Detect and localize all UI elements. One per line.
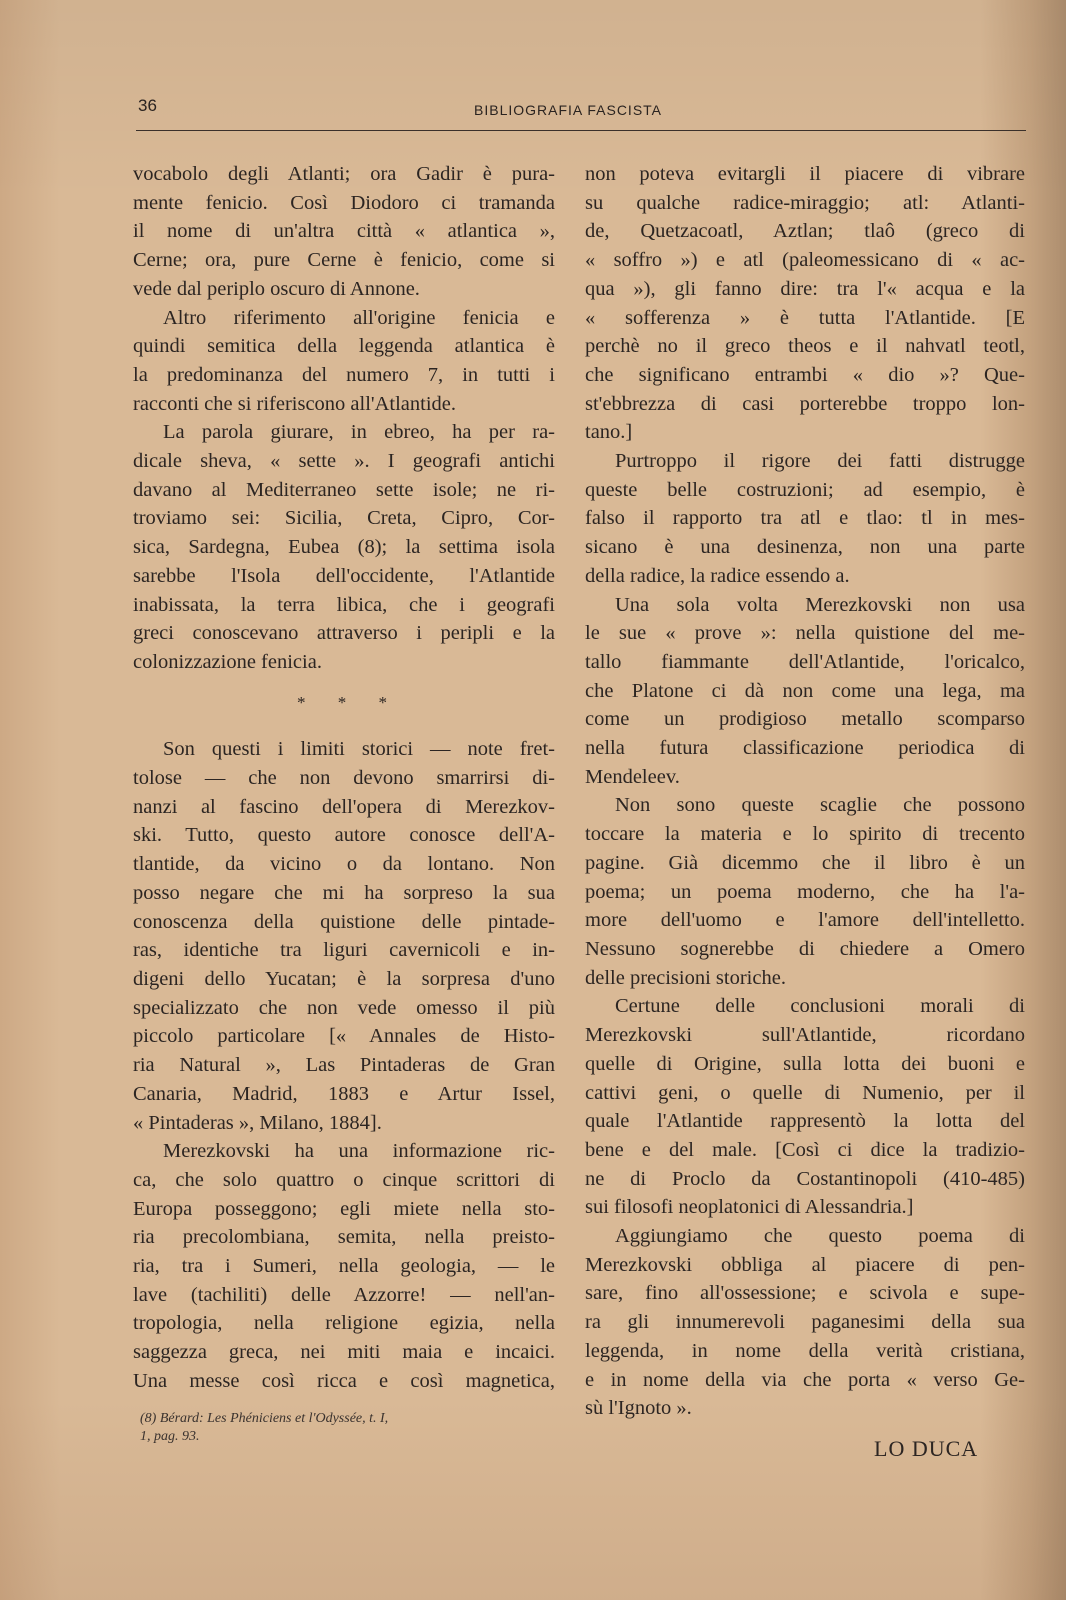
text-line: saggezza greca, nei miti maia e incaici. <box>133 1341 555 1364</box>
text-line: Una messe così ricca e così magnetica, <box>133 1369 555 1392</box>
text-line: toccare la materia e lo spirito di trecento <box>585 823 1025 846</box>
text-line: bene e del male. [Così ci dice la tradizio- <box>585 1138 1025 1161</box>
author-signature: LO DUCA <box>874 1436 979 1461</box>
text-line: poema; un poema moderno, che ha l'a- <box>585 880 1025 903</box>
header-rule <box>136 130 1026 131</box>
text-line: pagine. Già dicemmo che il libro è un <box>585 851 1025 874</box>
text-line: tano.] <box>585 421 633 444</box>
text-line: Non sono queste scaglie che possono <box>615 794 1025 817</box>
text-line: ca, che solo quattro o cinque scrittori di <box>133 1168 555 1191</box>
text-line: tlantide, da vicino o da lontano. Non <box>133 853 555 876</box>
text-line: Son questi i limiti storici — note fret- <box>163 738 555 761</box>
left-column <box>133 160 555 1396</box>
text-line: colonizzazione fenicia. <box>133 650 322 673</box>
text-line: ras, identiche tra liguri cavernicoli e in- <box>133 939 555 962</box>
text-line: perchè no il greco theos e il nahvatl teotl, <box>585 335 1025 358</box>
text-line: nanzi al fascino dell'opera di Merezkov- <box>133 795 555 818</box>
text-line: greci conoscevano attraverso i peripli e la <box>133 622 555 645</box>
text-line: come un prodigioso metallo scomparso <box>585 708 1025 731</box>
text-line: sare, fino all'ossessione; e scivola e supe- <box>585 1282 1025 1305</box>
text-line: Merezkovski ha una informazione ric- <box>163 1140 555 1163</box>
text-line: Merezkovski sull'Atlantide, ricordano <box>585 1024 1025 1047</box>
text-line: racconti che si riferiscono all'Atlantide. <box>133 392 457 415</box>
paragraph <box>585 992 1025 1222</box>
text-line: e in nome della via che porta « verso Ge- <box>585 1368 1025 1391</box>
footnote <box>140 1410 560 1446</box>
right-column <box>585 160 1025 1423</box>
paragraph <box>585 591 1025 792</box>
text-line: che significano entrambi « dio »? Que- <box>585 363 1025 386</box>
text-line: Mendeleev. <box>585 765 680 788</box>
text-line: « sofferenza » è tutta l'Atlantide. [E <box>585 306 1025 329</box>
paragraph <box>133 418 555 676</box>
text-line: lave (tachiliti) delle Azzorre! — nell'an- <box>133 1283 555 1306</box>
page-number: 36 <box>138 96 157 115</box>
footnote-line: (8) Bérard: Les Phéniciens et l'Odyssée, t. I, <box>140 1411 389 1426</box>
text-line: che Platone ci dà non come una lega, ma <box>585 679 1025 702</box>
section-separator: * * * <box>297 692 401 712</box>
text-line: Altro riferimento all'origine fenicia e <box>163 306 555 329</box>
footnote-line: 1, pag. 93. <box>140 1429 200 1444</box>
text-line: sicano è una desinenza, non una parte <box>585 536 1025 559</box>
text-line: su qualche radice-miraggio; atl: Atlanti- <box>585 191 1025 214</box>
text-line: il nome di un'altra città « atlantica », <box>133 220 555 243</box>
text-line: della radice, la radice essendo a. <box>585 564 850 587</box>
paragraph <box>585 1222 1025 1423</box>
text-line: vede dal periplo oscuro di Annone. <box>133 277 420 300</box>
text-line: sù l'Ignoto ». <box>585 1397 692 1420</box>
text-line: inabissata, la terra libica, che i geografi <box>133 593 555 616</box>
paragraph <box>133 1137 555 1395</box>
text-line: dicale sheva, « sette ». I geografi antichi <box>133 450 555 473</box>
paragraph <box>133 735 555 1137</box>
text-line: falso il rapporto tra atl e tlao: tl in mes- <box>585 507 1025 530</box>
text-line: troviamo sei: Sicilia, Creta, Cipro, Cor- <box>133 507 555 530</box>
text-line: de, Quetzacoatl, Aztlan; tlaô (greco di <box>585 220 1025 243</box>
text-line: leggenda, in nome della verità cristiana, <box>585 1339 1025 1362</box>
text-line: Canaria, Madrid, 1883 e Artur Issel, <box>133 1082 555 1105</box>
text-line: qua »), gli fanno dire: tra l'« acqua e la <box>585 277 1025 300</box>
text-line: ski. Tutto, questo autore conosce dell'A- <box>133 824 555 847</box>
text-line: non poteva evitargli il piacere di vibrare <box>585 163 1025 185</box>
text-line: Europa posseggono; egli miete nella sto- <box>133 1197 555 1220</box>
text-line: la predominanza del numero 7, in tutti i <box>133 363 555 386</box>
paragraph <box>585 160 1025 447</box>
text-line: delle precisioni storiche. <box>585 966 786 989</box>
text-line: Nessuno sognerebbe di chiedere a Omero <box>585 937 1025 960</box>
text-line: davano al Mediterraneo sette isole; ne ri- <box>133 478 555 501</box>
paragraph <box>585 447 1025 591</box>
text-line: sui filosofi neoplatonici di Alessandria.] <box>585 1196 914 1219</box>
text-line: Una sola volta Merezkovski non usa <box>615 593 1025 616</box>
text-line: queste belle costruzioni; ad esempio, è <box>585 478 1025 501</box>
text-line: ria precolombiana, semita, nella preisto- <box>133 1226 555 1249</box>
text-line: tolose — che non devono smarrirsi di- <box>133 767 555 790</box>
text-line: « Pintaderas », Milano, 1884]. <box>133 1111 382 1134</box>
text-line: Cerne; ora, pure Cerne è fenicio, come si <box>133 249 555 272</box>
text-line: « soffro ») e atl (paleomessicano di « ac- <box>585 249 1025 272</box>
text-line: nella futura classificazione periodica di <box>585 737 1025 760</box>
paragraph <box>585 791 1025 992</box>
text-line: Purtroppo il rigore dei fatti distrugge <box>615 450 1025 473</box>
text-line: ne di Proclo da Costantinopoli (410-485) <box>585 1167 1025 1190</box>
text-line: tropologia, nella religione egizia, nella <box>133 1312 555 1335</box>
text-line: ra gli innumerevoli paganesimi della sua <box>585 1311 1025 1334</box>
text-line: digeni dello Yucatan; è la sorpresa d'uno <box>133 967 555 990</box>
text-line: ria Natural », Las Pintaderas de Gran <box>133 1054 555 1077</box>
text-line: conoscenza della quistione delle pintade- <box>133 910 555 933</box>
text-line: posso negare che mi ha sorpreso la sua <box>133 881 555 904</box>
text-line: piccolo particolare [« Annales de Histo- <box>133 1025 555 1048</box>
text-line: specializzato che non vede omesso il più <box>133 996 555 1019</box>
text-line: quale l'Atlantide rappresentò la lotta del <box>585 1110 1025 1133</box>
text-line: La parola giurare, in ebreo, ha per ra- <box>163 421 555 444</box>
text-line: vocabolo degli Atlanti; ora Gadir è pura- <box>133 163 555 185</box>
paragraph <box>133 304 555 419</box>
text-line: cattivi geni, o quelle di Numenio, per il <box>585 1081 1025 1104</box>
paragraph <box>133 160 555 304</box>
text-line: st'ebbrezza di casi porterebbe troppo lon- <box>585 392 1025 415</box>
running-head: BIBLIOGRAFIA FASCISTA <box>474 102 663 118</box>
text-line: more dell'uomo e l'amore dell'intelletto. <box>585 909 1025 932</box>
text-line: mente fenicio. Così Diodoro ci tramanda <box>133 191 555 214</box>
text-line: le sue « prove »: nella quistione del me- <box>585 622 1025 645</box>
text-line: ria, tra i Sumeri, nella geologia, — le <box>133 1255 555 1278</box>
text-line: sica, Sardegna, Eubea (8); la settima isola <box>133 536 555 559</box>
text-line: quindi semitica della leggenda atlantica è <box>133 335 555 358</box>
text-line: Certune delle conclusioni morali di <box>615 995 1025 1018</box>
text-line: Merezkovski obbliga al piacere di pen- <box>585 1253 1025 1276</box>
text-line: quelle di Origine, sulla lotta dei buoni e <box>585 1052 1025 1075</box>
text-line: Aggiungiamo che questo poema di <box>615 1225 1025 1248</box>
text-line: tallo fiammante dell'Atlantide, l'oricalco, <box>585 650 1025 673</box>
text-line: sarebbe l'Isola dell'occidente, l'Atlantide <box>133 564 555 587</box>
